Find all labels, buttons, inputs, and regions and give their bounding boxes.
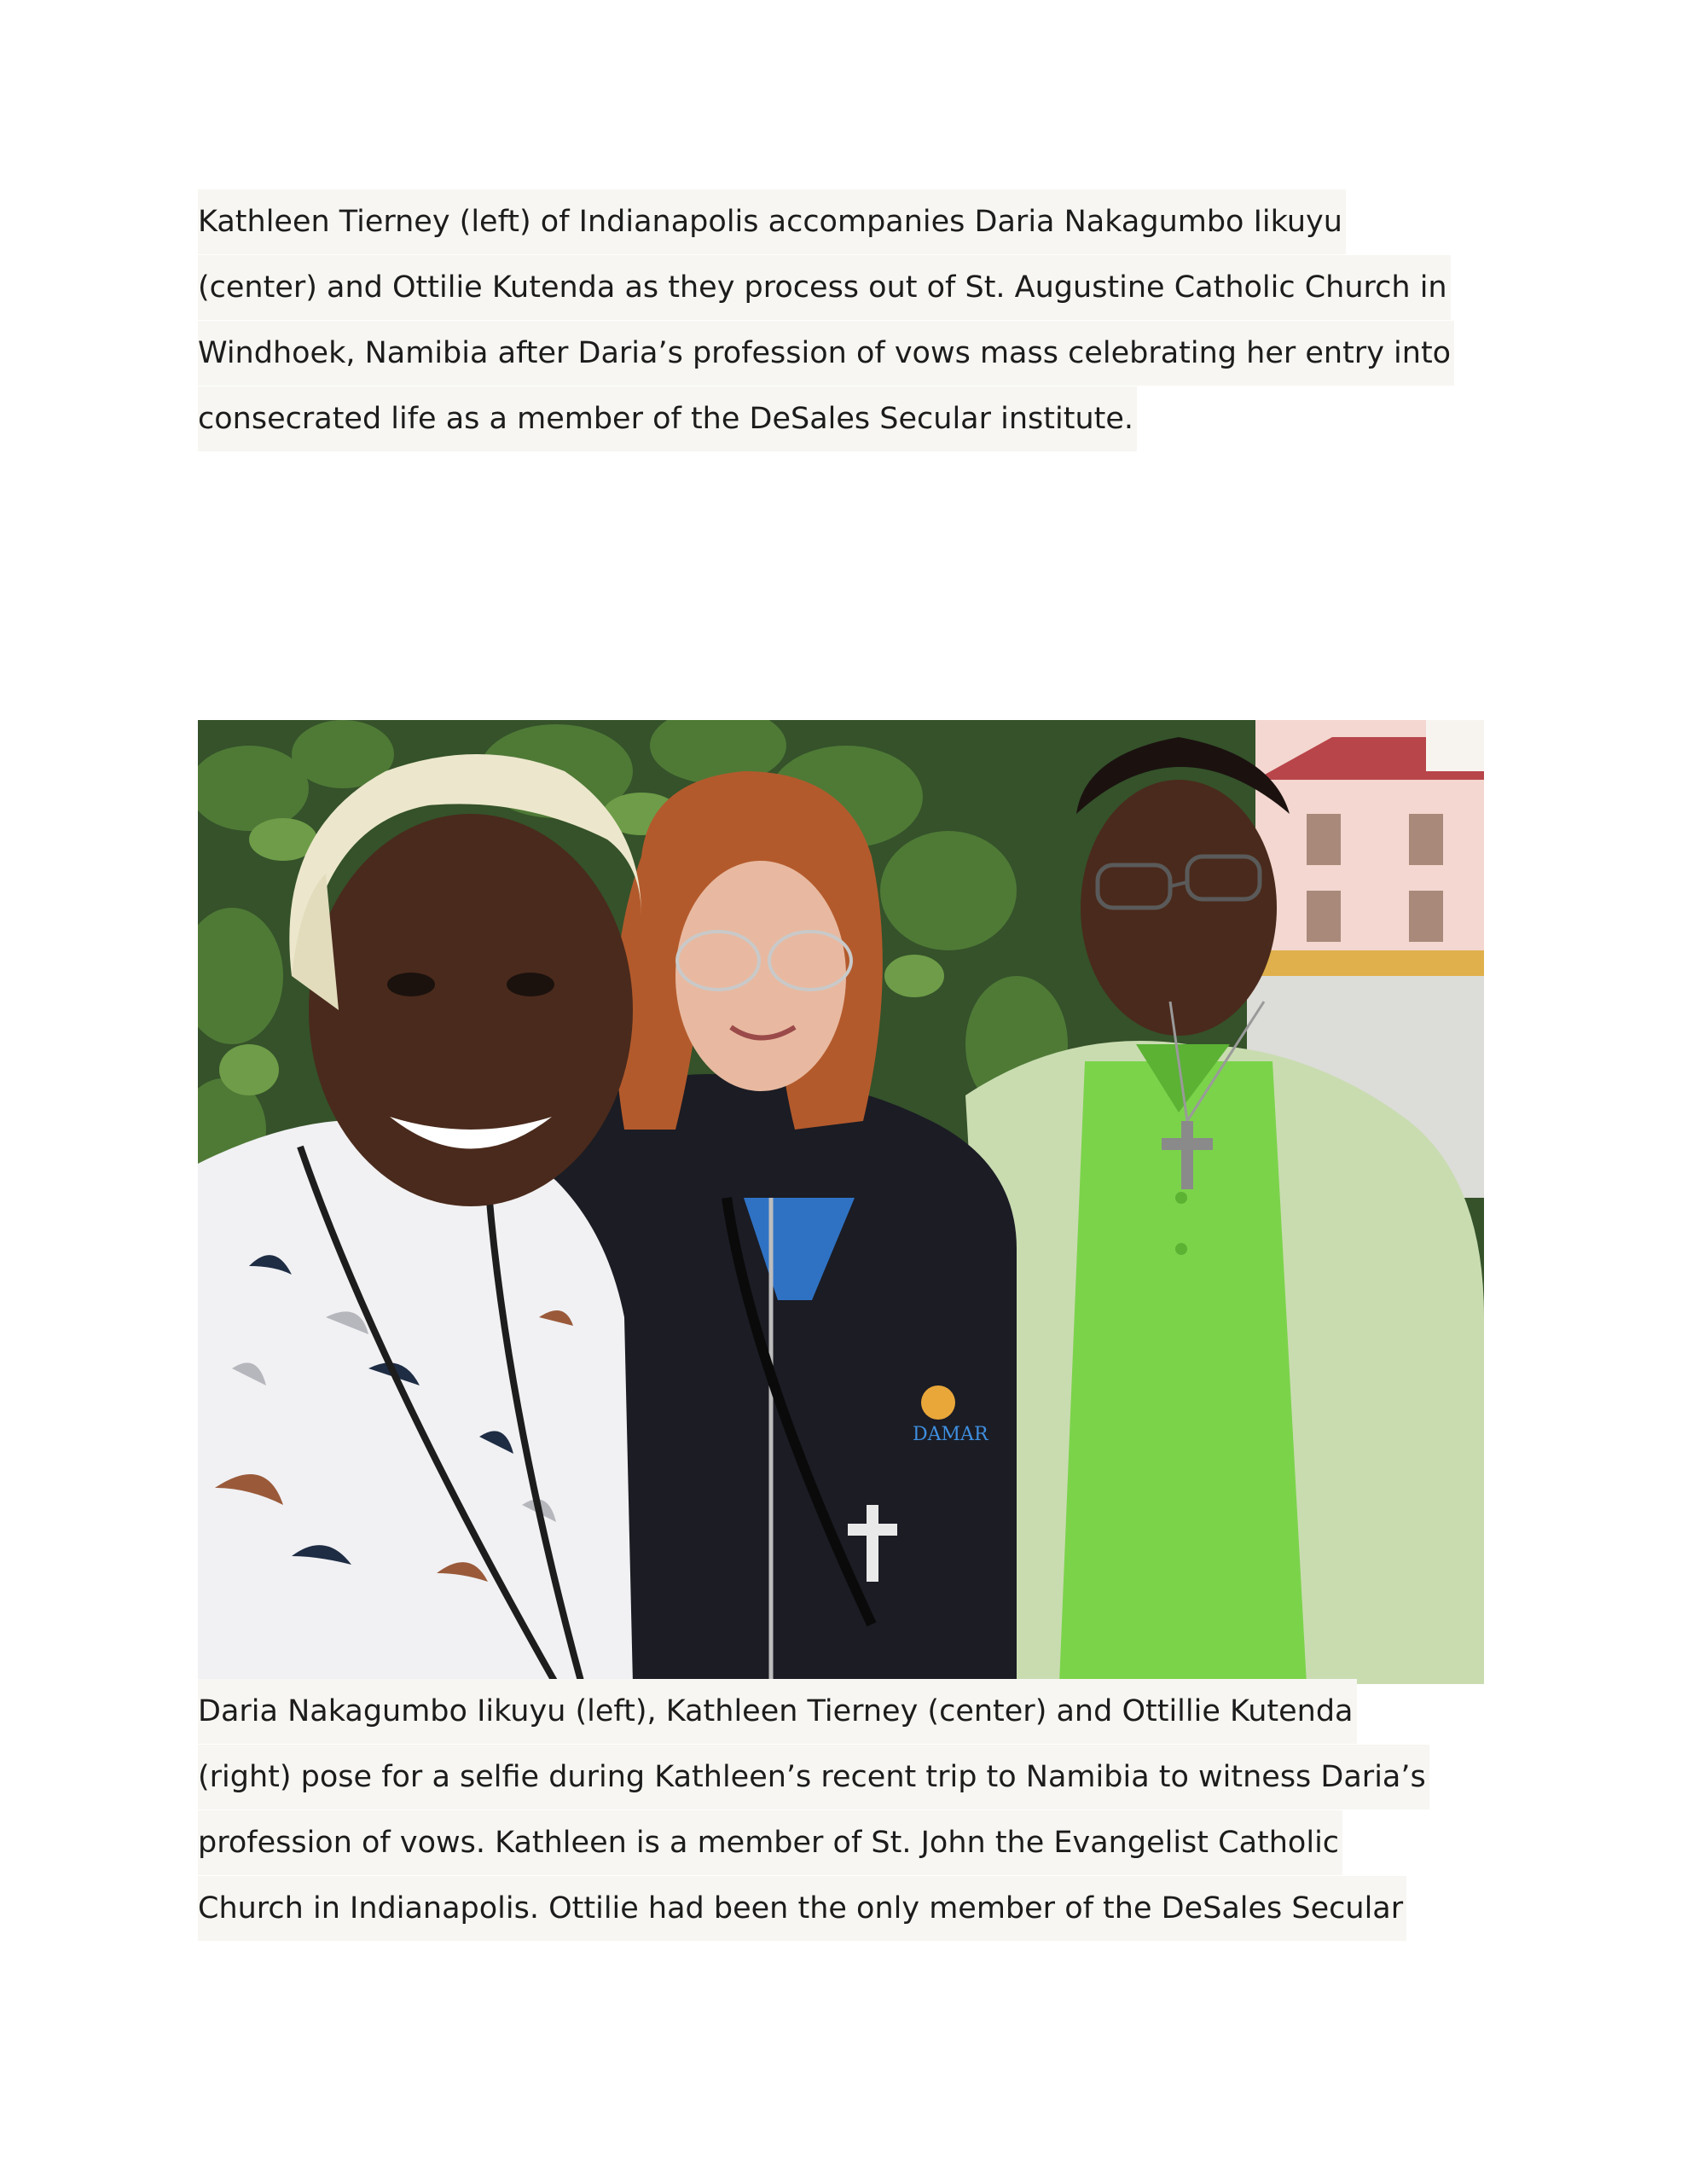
caption-line-text: (right) pose for a selfie during Kathleen’s recent trip to Namibia to witness Daria’s: [198, 1745, 1429, 1809]
bottom-caption: [198, 1679, 1528, 1942]
caption-line-text: Daria Nakagumbo Iikuyu (left), Kathleen Tierney (center) and Ottillie Kutenda: [198, 1679, 1357, 1744]
jacket-logo-icon: [921, 1385, 955, 1420]
selfie-photo-illustration: [198, 720, 1484, 1684]
jacket-logo-text: DAMAR: [913, 1424, 988, 1445]
caption-line: [198, 386, 1528, 452]
sky: [1426, 720, 1484, 771]
caption-line-text: Windhoek, Namibia after Daria’s profession of vows mass celebrating her entry into: [198, 321, 1454, 386]
caption-line: [198, 1745, 1528, 1810]
selfie-photo: [198, 720, 1484, 1684]
center-person-face: [675, 861, 846, 1091]
caption-line: [198, 1876, 1528, 1942]
caption-line: [198, 189, 1528, 255]
caption-line: [198, 1679, 1528, 1745]
caption-line-text: profession of vows. Kathleen is a member of St. John the Evangelist Catholic: [198, 1810, 1342, 1875]
caption-line-text: Church in Indianapolis. Ottilie had been the only member of the DeSales Secular: [198, 1876, 1406, 1941]
caption-line: [198, 321, 1528, 386]
caption-line-text: (center) and Ottilie Kutenda as they process out of St. Augustine Catholic Church in: [198, 255, 1451, 320]
left-person-blouse: [198, 1120, 633, 1684]
top-caption: [198, 189, 1528, 452]
caption-line-text: consecrated life as a member of the DeSales Secular institute.: [198, 386, 1137, 451]
caption-line: [198, 255, 1528, 321]
caption-line-text: Kathleen Tierney (left) of Indianapolis accompanies Daria Nakagumbo Iikuyu: [198, 189, 1346, 254]
caption-line: [198, 1810, 1528, 1876]
